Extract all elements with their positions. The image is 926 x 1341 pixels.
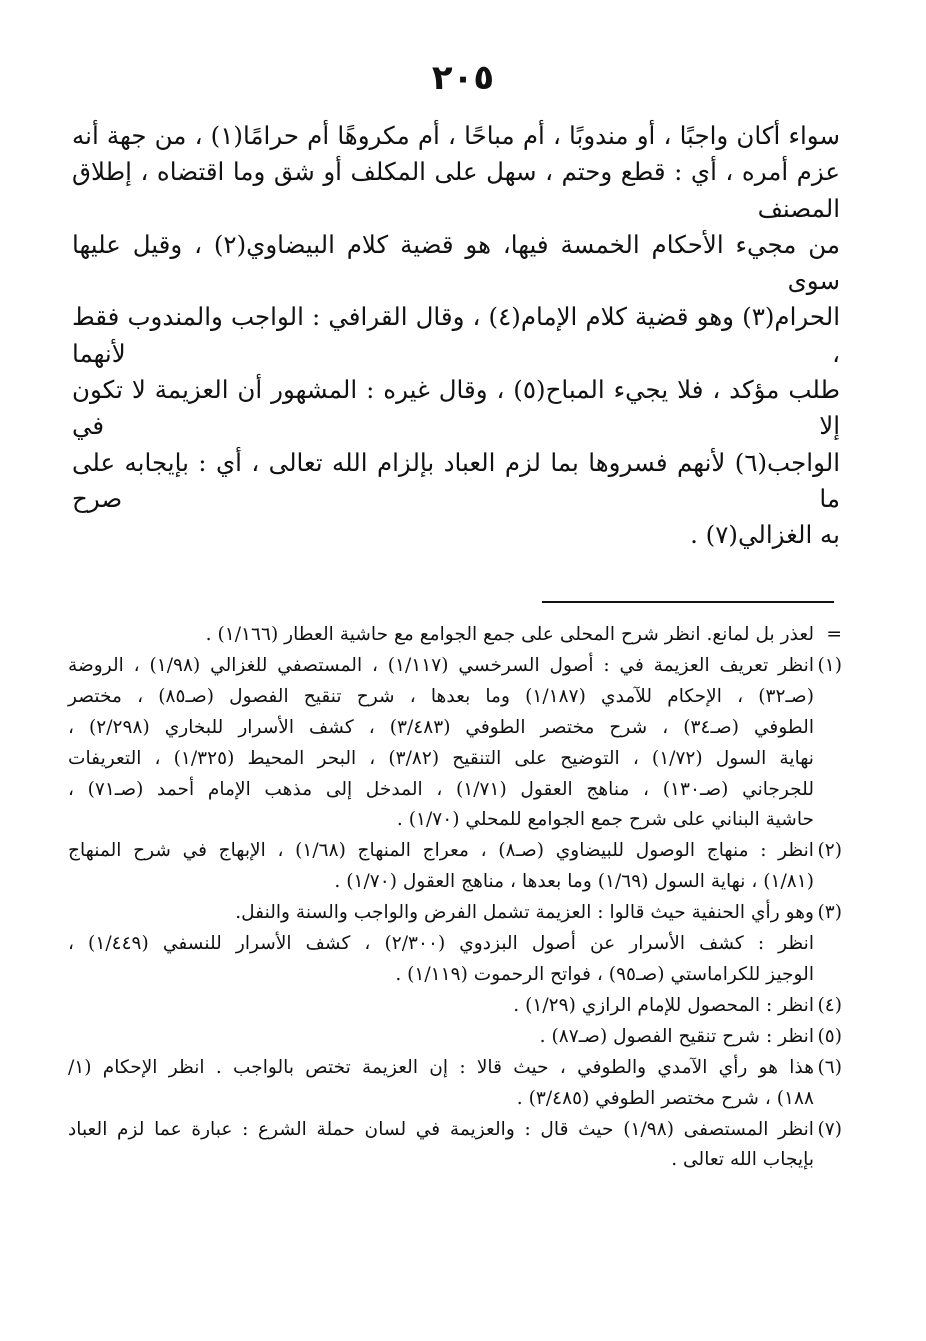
- footnote-text: [68, 1053, 814, 1115]
- footnote-5: [68, 1022, 842, 1053]
- footnote-1: [68, 651, 842, 836]
- footnote-marker: (٤): [817, 994, 842, 1016]
- footnote-text: [68, 898, 814, 929]
- footnote-line: لعذر بل لمانع. انظر شرح المحلى على جمع الجوامع مع حاشية العطار (١/١٦٦) .: [205, 624, 814, 645]
- footnote-marker: =: [826, 624, 842, 645]
- page-number: ٢٠٥: [431, 58, 495, 98]
- footnote-text: [68, 620, 814, 651]
- main-text: [72, 118, 840, 554]
- footnote-text: [68, 1022, 814, 1053]
- main-text-line: به الغزالي(٧) .: [690, 520, 840, 550]
- footnote-text: [68, 991, 814, 1022]
- footnote-line: انظر : منهاج الوصول للبيضاوي (صـ٨) ، معراج المنهاج (١/٦٨) ، الإبهاج في شرح المنهاج: [68, 840, 814, 862]
- footnote-line: (صـ٣٢) ، الإحكام للآمدي (١/١٨٧) وما بعدها ، شرح تنقيح الفصول (صـ٨٥) ، مختصر: [68, 685, 814, 707]
- footnote-text: [68, 1115, 814, 1177]
- footnote-marker: (٢): [817, 840, 842, 862]
- footnote-7: [68, 1115, 842, 1177]
- footnote-continuation: [68, 620, 842, 651]
- main-text-line: الحرام(٣) وهو قضية كلام الإمام(٤) ، وقال القرافي : الواجب والمندوب فقط ، لأنهما: [72, 302, 840, 368]
- footnote-text: [68, 651, 814, 836]
- footnote-line: انظر المستصفى (١/٩٨) حيث قال : والعزيمة في لسان حملة الشرع : عبارة عما لزم العباد: [68, 1118, 814, 1140]
- footnote-divider: [542, 601, 834, 603]
- footnote-2: [68, 836, 842, 898]
- footnote-marker: (١): [817, 654, 842, 676]
- footnotes: [68, 620, 842, 1176]
- footnote-line: هذا هو رأي الآمدي والطوفي ، حيث قالا : إن العزيمة تختص بالواجب . انظر الإحكام (١/: [68, 1056, 814, 1078]
- footnote-line: وهو رأي الحنفية حيث قالوا : العزيمة تشمل الفرض والواجب والسنة والنفل.: [235, 902, 814, 924]
- main-text-line: سواء أكان واجبًا ، أو مندوبًا ، أم مباحًا ، أم مكروهًا أم حرامًا(١) ، من جهة أنه: [72, 121, 840, 150]
- main-text-line: عزم أمره ، أي : قطع وحتم ، سهل على المكلف أو شق وما اقتضاه ، إطلاق المصنف: [72, 157, 840, 223]
- footnote-6: [68, 1053, 842, 1115]
- footnote-line: ١٨٨) ، شرح مختصر الطوفي (٣/٤٨٥) .: [516, 1087, 814, 1109]
- footnote-line: حاشية البناني على شرح جمع الجوامع للمحلي (١/٧٠) .: [396, 809, 814, 831]
- footnote-line: انظر : كشف الأسرار عن أصول البزدوي (٢/٣٠٠) ، كشف الأسرار للنسفي (١/٤٤٩) ،: [68, 933, 814, 955]
- footnote-marker: (٥): [817, 1025, 842, 1047]
- footnote-marker: (٦): [817, 1056, 842, 1078]
- footnote-marker: [814, 929, 842, 991]
- footnote-line: للجرجاني (صـ١٣٠) ، مناهج العقول (١/٧١) ، المدخل إلى مذهب الإمام أحمد (صـ٧١) ،: [68, 778, 814, 800]
- footnote-line: الطوفي (صـ٣٤) ، شرح مختصر الطوفي (٣/٤٨٣) ، كشف الأسرار للبخاري (٢/٢٩٨) ،: [68, 716, 815, 738]
- footnote-line: نهاية السول (١/٧٢) ، التوضيح على التنقيح (٣/٨٢) ، البحر المحيط (١/٣٢٥) ، التعريفات: [68, 747, 814, 769]
- footnote-4: [68, 991, 842, 1022]
- main-text-line: من مجيء الأحكام الخمسة فيها، هو قضية كلام البيضاوي(٢) ، وقيل عليها سوى: [72, 229, 841, 296]
- footnote-line: الوجيز للكراماستي (صـ٩٥) ، فواتح الرحموت (١/١١٩) .: [395, 963, 814, 985]
- footnote-line: بإيجاب الله تعالى .: [671, 1149, 814, 1171]
- footnote-text: [68, 929, 814, 991]
- footnote-marker: (٧): [817, 1118, 842, 1140]
- main-text-line: طلب مؤكد ، فلا يجيء المباح(٥) ، وقال غيره : المشهور أن العزيمة لا تكون إلا في: [72, 375, 841, 441]
- footnote-line: انظر : شرح تنقيح الفصول (صـ٨٧) .: [539, 1025, 814, 1047]
- footnote-3-continuation: [68, 929, 842, 991]
- footnote-marker: (٣): [817, 902, 842, 924]
- footnote-text: [68, 836, 814, 898]
- footnote-3: [68, 898, 842, 929]
- footnote-line: انظر : المحصول للإمام الرازي (١/٢٩) .: [513, 994, 814, 1016]
- footnote-line: (١/٨١) ، نهاية السول (١/٦٩) وما بعدها ، مناهج العقول (١/٧٠) .: [334, 871, 814, 893]
- main-text-line: الواجب(٦) لأنهم فسروها بما لزم العباد بإلزام الله تعالى ، أي : بإيجابه على ما صرح: [72, 447, 840, 513]
- footnote-line: انظر تعريف العزيمة في : أصول السرخسي (١/١١٧) ، المستصفي للغزالي (١/٩٨) ، الروضة: [68, 654, 814, 676]
